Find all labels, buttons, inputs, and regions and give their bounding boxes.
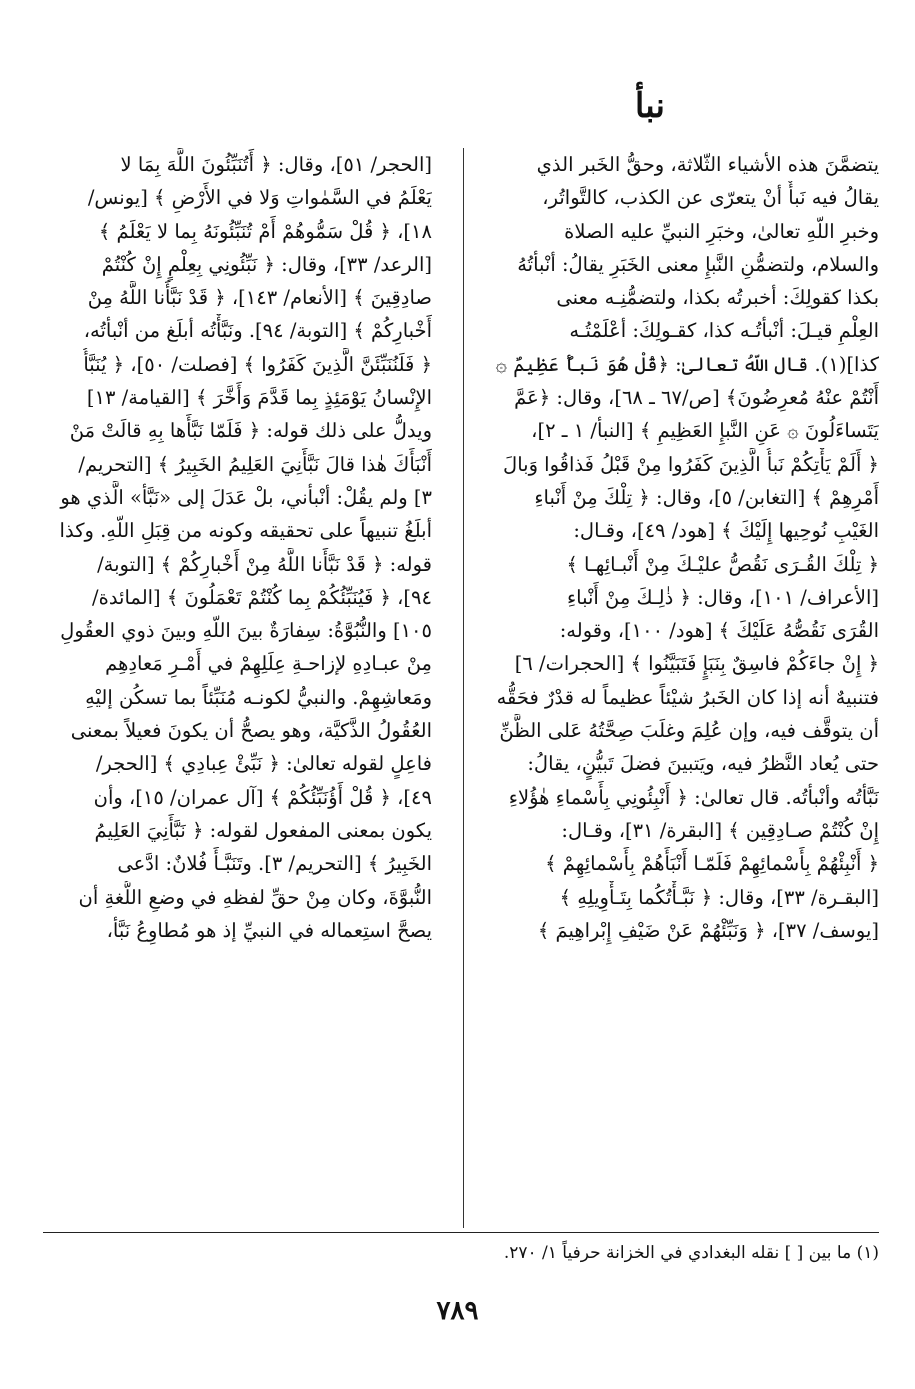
- right-column-line: كذا](١). قال اللّهُ تعالىٰ: ﴿قُلْ هُوَ نَبأٌ عَظِيمٌ ۞: [495, 352, 879, 376]
- right-text-column: [487, 148, 879, 947]
- left-column-line: [الحجر/ ٥١]، وقال: ﴿ أَتُنَبِّئُونَ اللَّهَ بِمَا لا: [120, 153, 432, 176]
- right-column-line: العِلْمِ قيـلَ: أنْبأتُـه كذا، كقـولِكَ: أعْلَمْتُـه: [569, 319, 879, 343]
- right-column-line: نَبَّأتُه وأنْبأتُه. قال تعالىٰ: ﴿ أَنْبِئُونِي بِأَسْماءِ هٰؤُلاءِ: [508, 785, 879, 809]
- right-column-line: أن يتوقَّف فيه، وإن عُلِمَ وغلَبَ صِحَّتُهُ عَلى الظَّنِّ: [499, 719, 879, 743]
- right-column-line: يَتَساءَلُونَ ۞ عَنِ النَّبإِ العَظِيمِ ﴾ [النبأ/ ١ ـ ٢]،: [531, 419, 879, 443]
- left-column-line: ٩٤]، ﴿ فَيُنَبِّئُكُمْ بِما كُنْتُمْ تَعْمَلُونَ ﴾ [المائدة/: [92, 585, 432, 609]
- left-column-line: ١٠٥] والنُّبُوَّةُ: سِفارَةٌ بينَ اللّهِ وبينَ ذوي العقُولِ: [60, 619, 432, 643]
- right-column-line: إِنْ كُنْتُمْ صـادِقِين ﴾ [البقرة/ ٣١]، وقـال:: [561, 818, 879, 842]
- left-column-line: أَنْبَأَكَ هٰذا قالَ نَبَّأَنِيَ العَلِيمُ الخَبِيرُ ﴾ [التحريم/: [78, 452, 432, 476]
- left-column-line: الإِنْسانُ يَوْمَئِذٍ بِما قَدَّمَ وَأَخَّرَ ﴾ [القيامة/ ١٣]: [86, 386, 432, 410]
- left-column-line: ومَعاشِهِمْ. والنبيُّ لكونـه مُنَبِّئاً بما تسكُن إليْهِ: [85, 685, 432, 709]
- left-column-line: ويدلُّ على ذلك قوله: ﴿ فَلَمّا نَبَّأَها بِهِ قالَتْ مَنْ: [69, 419, 432, 443]
- right-column-line: حتى يُعاد النَّظرُ فيه، ويَتبينَ فضلَ تَبيُّنٍ، يقالُ:: [527, 752, 879, 776]
- left-column-line: ٤٩]، ﴿ قُلْ أَؤُنَبِّئُكُمْ ﴾ [آل عمران/ ١٥]، وأن: [93, 785, 432, 809]
- left-column-line: يكون بمعنى المفعول لقوله: ﴿ نَبَّأَنِيَ العَلِيمُ: [94, 818, 432, 842]
- right-column-line: أَنْتُمْ عنْهُ مُعرِضُونَ﴾ [ص/٦٧ ـ ٦٨]، وقال: ﴿عَمَّ: [514, 386, 879, 410]
- right-column-line: ﴿ تِلْكَ القُـرَى نَقُصُّ عليْـكَ مِنْ أَنْبـائِهـا ﴾: [566, 552, 879, 576]
- left-text-column: [40, 148, 432, 947]
- right-column-line: ﴿ إِنْ جاءَكُمْ فاسِقٌ بِنَبَإٍ فَتَبَيَّنُوا ﴾ [الحجرات/ ٦]: [514, 652, 879, 676]
- right-column-line: الغَيْبِ نُوحِيها إِلَيْكَ ﴾ [هود/ ٤٩]، وقـال:: [573, 519, 879, 543]
- left-column-line: ٣] ولم يقُلْ: أنْبأني، بلْ عَدَلَ إلى «نَبَّأ» الَّذي هو: [60, 485, 432, 509]
- column-divider: [463, 148, 464, 1228]
- left-column-line: مِنْ عبـادِهِ لإزاحـةِ عِلَلِهِمْ في أَمْـرِ مَعادِهِم: [105, 652, 432, 676]
- entry-header-word: نبأ: [634, 86, 665, 126]
- left-column-line: يَعْلَمُ في السَّمٰواتِ وَلا في الأَرْضِ ﴾ [يونس/: [87, 186, 432, 210]
- right-column-line: القُرَى نَقُصُّهُ عَلَيْكَ ﴾ [هود/ ١٠٠]، وقوله:: [559, 619, 879, 643]
- right-column-line: [الأعراف/ ١٠١]، وقال: ﴿ ذٰلِـكَ مِنْ أَنْباءِ: [566, 585, 879, 609]
- left-column-line: صادِقِينَ ﴾ [الأنعام/ ١٤٣]، ﴿ قَدْ نَبَّأَنا اللَّهُ مِنْ: [87, 286, 432, 310]
- left-column-line: أبلَغُ تنبيهاً على تحقيقه وكونه من قِبَلِ اللّهِ. وكذا: [59, 519, 432, 543]
- right-column-line: ﴿ أَلَمْ يَأْتِكُمْ نَبأُ الَّذِينَ كَفَرُوا مِنْ قَبْلُ فَذاقُوا وَبالَ: [503, 452, 879, 476]
- right-column-line: يتضمَّنَ هذه الأشياء الثّلاثة، وحقُّ الخَبر الذي: [536, 153, 879, 176]
- footnote-separator: [43, 1232, 879, 1233]
- right-column-line: [يوسف/ ٣٧]، ﴿ وَنَبِّئْهُمْ عَنْ ضَيْفِ إِبْراهِيمَ ﴾: [537, 918, 879, 942]
- right-column-line: يقالُ فيه نَبأٌ أنْ يتعرّى عن الكذب، كالتَّواتُر،: [542, 186, 879, 210]
- right-column-line: [البقـرة/ ٣٣]، وقال: ﴿ نَبَّـأْتُكُما بِتَـأْوِيلِهِ ﴾: [559, 885, 879, 909]
- left-column-line: أَخْبارِكُمْ ﴾ [التوبة/ ٩٤]. ونَبَّأْتُه أبلَغ من أنْبأتُه،: [83, 319, 432, 343]
- left-column-line: فاعِلٍ لقوله تعالىٰ: ﴿ نَبِّئْ عِبادِي ﴾ [الحجر/: [95, 752, 432, 776]
- left-column-line: قوله: ﴿ قَدْ نَبَّأَنا اللَّهُ مِنْ أَخْبارِكُمْ ﴾ [التوبة/: [97, 552, 432, 576]
- left-column-line: [الرعد/ ٣٣]، وقال: ﴿ نَبِّئُونِي بِعِلْمٍ إِنْ كُنْتُمْ: [101, 252, 432, 276]
- right-column-line: أَمْرِهِمْ ﴾ [التغابن/ ٥]، وقال: ﴿ تِلْكَ مِنْ أَنْباءِ: [534, 485, 879, 509]
- left-column-line: العُقُولُ الذَّكيَّة، وهو يصحُّ أن يكونَ فعيلاً بمعنى: [70, 719, 432, 743]
- right-column-line: وخبرِ اللّهِ تعالىٰ، وخبَرِ النبيِّ عليه الصلاة: [564, 219, 879, 243]
- left-column-line: النُّبوَّةَ، وكان مِنْ حقِّ لفظهِ في وضعِ اللُّغةِ أن: [78, 885, 432, 909]
- right-column-line: ﴿ أَنْبِئْهُمْ بِأَسْمائِهِمْ فَلَمّـا أَنْبَأَهُمْ بِأَسْمائِهِمْ ﴾: [545, 852, 879, 876]
- page-number: ٧٨٩: [436, 1296, 479, 1326]
- left-column-line: ١٨]، ﴿ قُلْ سَمُّوهُمْ أَمْ تُنَبِّئُونَهُ بِما لا يَعْلَمُ ﴾: [98, 219, 432, 243]
- left-column-line: يصحَّ استِعماله في النبيِّ إذ هو مُطاوِعُ نَبَّأ،: [106, 918, 432, 942]
- footnote: (١) ما بين [ ] نقله البغدادي في الخزانة حرفياً ١/ ٢٧٠.: [503, 1243, 879, 1263]
- right-column-line: فتنبيهٌ أنه إذا كان الخَبرُ شيْئاً عظيماً له قدْرٌ فحَقُّه: [496, 685, 879, 709]
- left-column-line: الخَبِيرُ ﴾ [التحريم/ ٣]. وتَنَبَّـأَ فُلانٌ: ادَّعى: [117, 852, 432, 876]
- left-column-line: ﴿ فَلَنُنَبِّئَنَّ الَّذِينَ كَفَرُوا ﴾ [فصلت/ ٥٠]، ﴿ يُنَبَّأُ: [83, 352, 432, 376]
- right-column-line: بكذا كقولِكَ: أخبرتُه بكذا، ولتضمُّنِـه معنى: [556, 286, 879, 310]
- right-column-line: والسلام، ولتضمُّنِ النَّبإِ معنى الخَبَرِ يقالُ: أنْبأتُهُ: [517, 252, 879, 276]
